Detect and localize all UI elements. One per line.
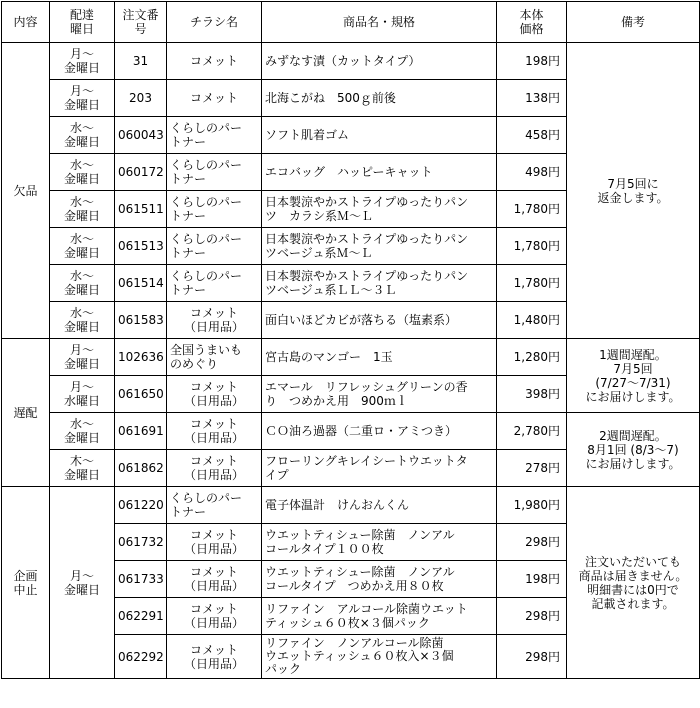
header-product: 商品名・規格 bbox=[262, 2, 497, 43]
price-cell: 1,780円 bbox=[497, 265, 567, 302]
flyer-cell: コメット （日用品） bbox=[167, 302, 262, 339]
header-order-no: 注文番 号 bbox=[115, 2, 167, 43]
notice-table bbox=[1, 1, 700, 679]
header-category: 内容 bbox=[2, 2, 50, 43]
price-cell: 498円 bbox=[497, 154, 567, 191]
price-cell: 2,780円 bbox=[497, 413, 567, 450]
flyer-cell: コメット （日用品） bbox=[167, 413, 262, 450]
table-row bbox=[2, 487, 700, 524]
delivery-cell: 水～ 金曜日 bbox=[50, 265, 115, 302]
price-cell: 1,780円 bbox=[497, 191, 567, 228]
table-row bbox=[2, 339, 700, 376]
price-cell: 1,780円 bbox=[497, 228, 567, 265]
product-cell: 日本製涼やかストライプゆったりパン ツ カラシ系Ｍ～Ｌ bbox=[262, 191, 497, 228]
price-cell: 1,280円 bbox=[497, 339, 567, 376]
product-cell: リファイン ノンアルコール除菌 ウエットティッシュ６０枚入×３個 パック bbox=[262, 635, 497, 679]
table-row bbox=[2, 413, 700, 450]
order-no-cell: 061511 bbox=[115, 191, 167, 228]
header-delivery: 配達 曜日 bbox=[50, 2, 115, 43]
category-out-of-stock: 欠品 bbox=[2, 43, 50, 339]
remarks-out-of-stock: 7月5回に 返金します。 bbox=[567, 43, 700, 339]
header-flyer: チラシ名 bbox=[167, 2, 262, 43]
flyer-cell: コメット （日用品） bbox=[167, 561, 262, 598]
product-cell: 面白いほどカビが落ちる（塩素系） bbox=[262, 302, 497, 339]
flyer-cell: くらしのパー トナー bbox=[167, 228, 262, 265]
order-no-cell: 061650 bbox=[115, 376, 167, 413]
product-cell: 日本製涼やかストライプゆったりパン ツベージュ系Ｍ～Ｌ bbox=[262, 228, 497, 265]
product-cell: ソフト肌着ゴム bbox=[262, 117, 497, 154]
delivery-cell: 月～ 水曜日 bbox=[50, 376, 115, 413]
product-cell: 電子体温計 けんおんくん bbox=[262, 487, 497, 524]
price-cell: 398円 bbox=[497, 376, 567, 413]
product-cell: エコバッグ ハッピーキャット bbox=[262, 154, 497, 191]
flyer-cell: コメット bbox=[167, 80, 262, 117]
order-no-cell: 061733 bbox=[115, 561, 167, 598]
price-cell: 1,980円 bbox=[497, 487, 567, 524]
flyer-cell: くらしのパー トナー bbox=[167, 154, 262, 191]
delivery-cell: 水～ 金曜日 bbox=[50, 302, 115, 339]
flyer-cell: コメット bbox=[167, 43, 262, 80]
order-no-cell: 203 bbox=[115, 80, 167, 117]
order-no-cell: 061691 bbox=[115, 413, 167, 450]
order-no-cell: 061732 bbox=[115, 524, 167, 561]
product-cell: ウエットティシュー除菌 ノンアル コールタイプ１００枚 bbox=[262, 524, 497, 561]
order-no-cell: 061220 bbox=[115, 487, 167, 524]
price-cell: 278円 bbox=[497, 450, 567, 487]
remarks-delay-2: 2週間遅配。 8月1回 (8/3～7) にお届けします。 bbox=[567, 413, 700, 487]
delivery-cancelled: 月～ 金曜日 bbox=[50, 487, 115, 679]
price-cell: 198円 bbox=[497, 43, 567, 80]
delivery-cell: 水～ 金曜日 bbox=[50, 191, 115, 228]
price-cell: 1,480円 bbox=[497, 302, 567, 339]
flyer-cell: コメット （日用品） bbox=[167, 598, 262, 635]
table-row bbox=[2, 43, 700, 80]
flyer-cell: くらしのパー トナー bbox=[167, 191, 262, 228]
header-row bbox=[2, 2, 700, 43]
product-cell: フローリングキレイシートウエットタ イプ bbox=[262, 450, 497, 487]
category-cancelled: 企画 中止 bbox=[2, 487, 50, 679]
order-no-cell: 060172 bbox=[115, 154, 167, 191]
order-no-cell: 060043 bbox=[115, 117, 167, 154]
flyer-cell: くらしのパー トナー bbox=[167, 487, 262, 524]
product-cell: 宮古島のマンゴー 1玉 bbox=[262, 339, 497, 376]
header-remarks: 備考 bbox=[567, 2, 700, 43]
product-cell: 日本製涼やかストライプゆったりパン ツベージュ系ＬＬ～３Ｌ bbox=[262, 265, 497, 302]
product-cell: ＣＯ油ろ過器（二重ロ・アミつき） bbox=[262, 413, 497, 450]
flyer-cell: 全国うまいも のめぐり bbox=[167, 339, 262, 376]
remarks-cancelled: 注文いただいても 商品は届きません。 明細書には0円で 記載されます。 bbox=[567, 487, 700, 679]
price-cell: 138円 bbox=[497, 80, 567, 117]
order-no-cell: 061514 bbox=[115, 265, 167, 302]
delivery-cell: 月～ 金曜日 bbox=[50, 43, 115, 80]
remarks-delay-1: 1週間遅配。 7月5回 (7/27～7/31) にお届けします。 bbox=[567, 339, 700, 413]
order-no-cell: 061513 bbox=[115, 228, 167, 265]
order-no-cell: 061583 bbox=[115, 302, 167, 339]
header-price: 本体 価格 bbox=[497, 2, 567, 43]
flyer-cell: くらしのパー トナー bbox=[167, 117, 262, 154]
delivery-cell: 水～ 金曜日 bbox=[50, 413, 115, 450]
flyer-cell: コメット （日用品） bbox=[167, 450, 262, 487]
product-cell: 北海こがね 500ｇ前後 bbox=[262, 80, 497, 117]
delivery-cell: 月～ 金曜日 bbox=[50, 339, 115, 376]
flyer-cell: コメット （日用品） bbox=[167, 524, 262, 561]
delivery-cell: 水～ 金曜日 bbox=[50, 228, 115, 265]
delivery-cell: 水～ 金曜日 bbox=[50, 154, 115, 191]
order-no-cell: 102636 bbox=[115, 339, 167, 376]
order-no-cell: 062291 bbox=[115, 598, 167, 635]
delivery-cell: 木～ 金曜日 bbox=[50, 450, 115, 487]
delivery-cell: 月～ 金曜日 bbox=[50, 80, 115, 117]
order-no-cell: 062292 bbox=[115, 635, 167, 679]
flyer-cell: コメット （日用品） bbox=[167, 635, 262, 679]
price-cell: 458円 bbox=[497, 117, 567, 154]
delivery-cell: 水～ 金曜日 bbox=[50, 117, 115, 154]
order-no-cell: 31 bbox=[115, 43, 167, 80]
product-cell: みずなす漬（カットタイプ） bbox=[262, 43, 497, 80]
product-cell: ウエットティシュー除菌 ノンアル コールタイプ つめかえ用８０枚 bbox=[262, 561, 497, 598]
price-cell: 298円 bbox=[497, 635, 567, 679]
product-cell: エマール リフレッシュグリーンの香 り つめかえ用 900ｍｌ bbox=[262, 376, 497, 413]
price-cell: 298円 bbox=[497, 598, 567, 635]
flyer-cell: コメット （日用品） bbox=[167, 376, 262, 413]
price-cell: 198円 bbox=[497, 561, 567, 598]
product-cell: リファイン アルコール除菌ウエット ティッシュ６０枚×３個パック bbox=[262, 598, 497, 635]
flyer-cell: くらしのパー トナー bbox=[167, 265, 262, 302]
order-no-cell: 061862 bbox=[115, 450, 167, 487]
category-delayed: 遅配 bbox=[2, 339, 50, 487]
price-cell: 298円 bbox=[497, 524, 567, 561]
